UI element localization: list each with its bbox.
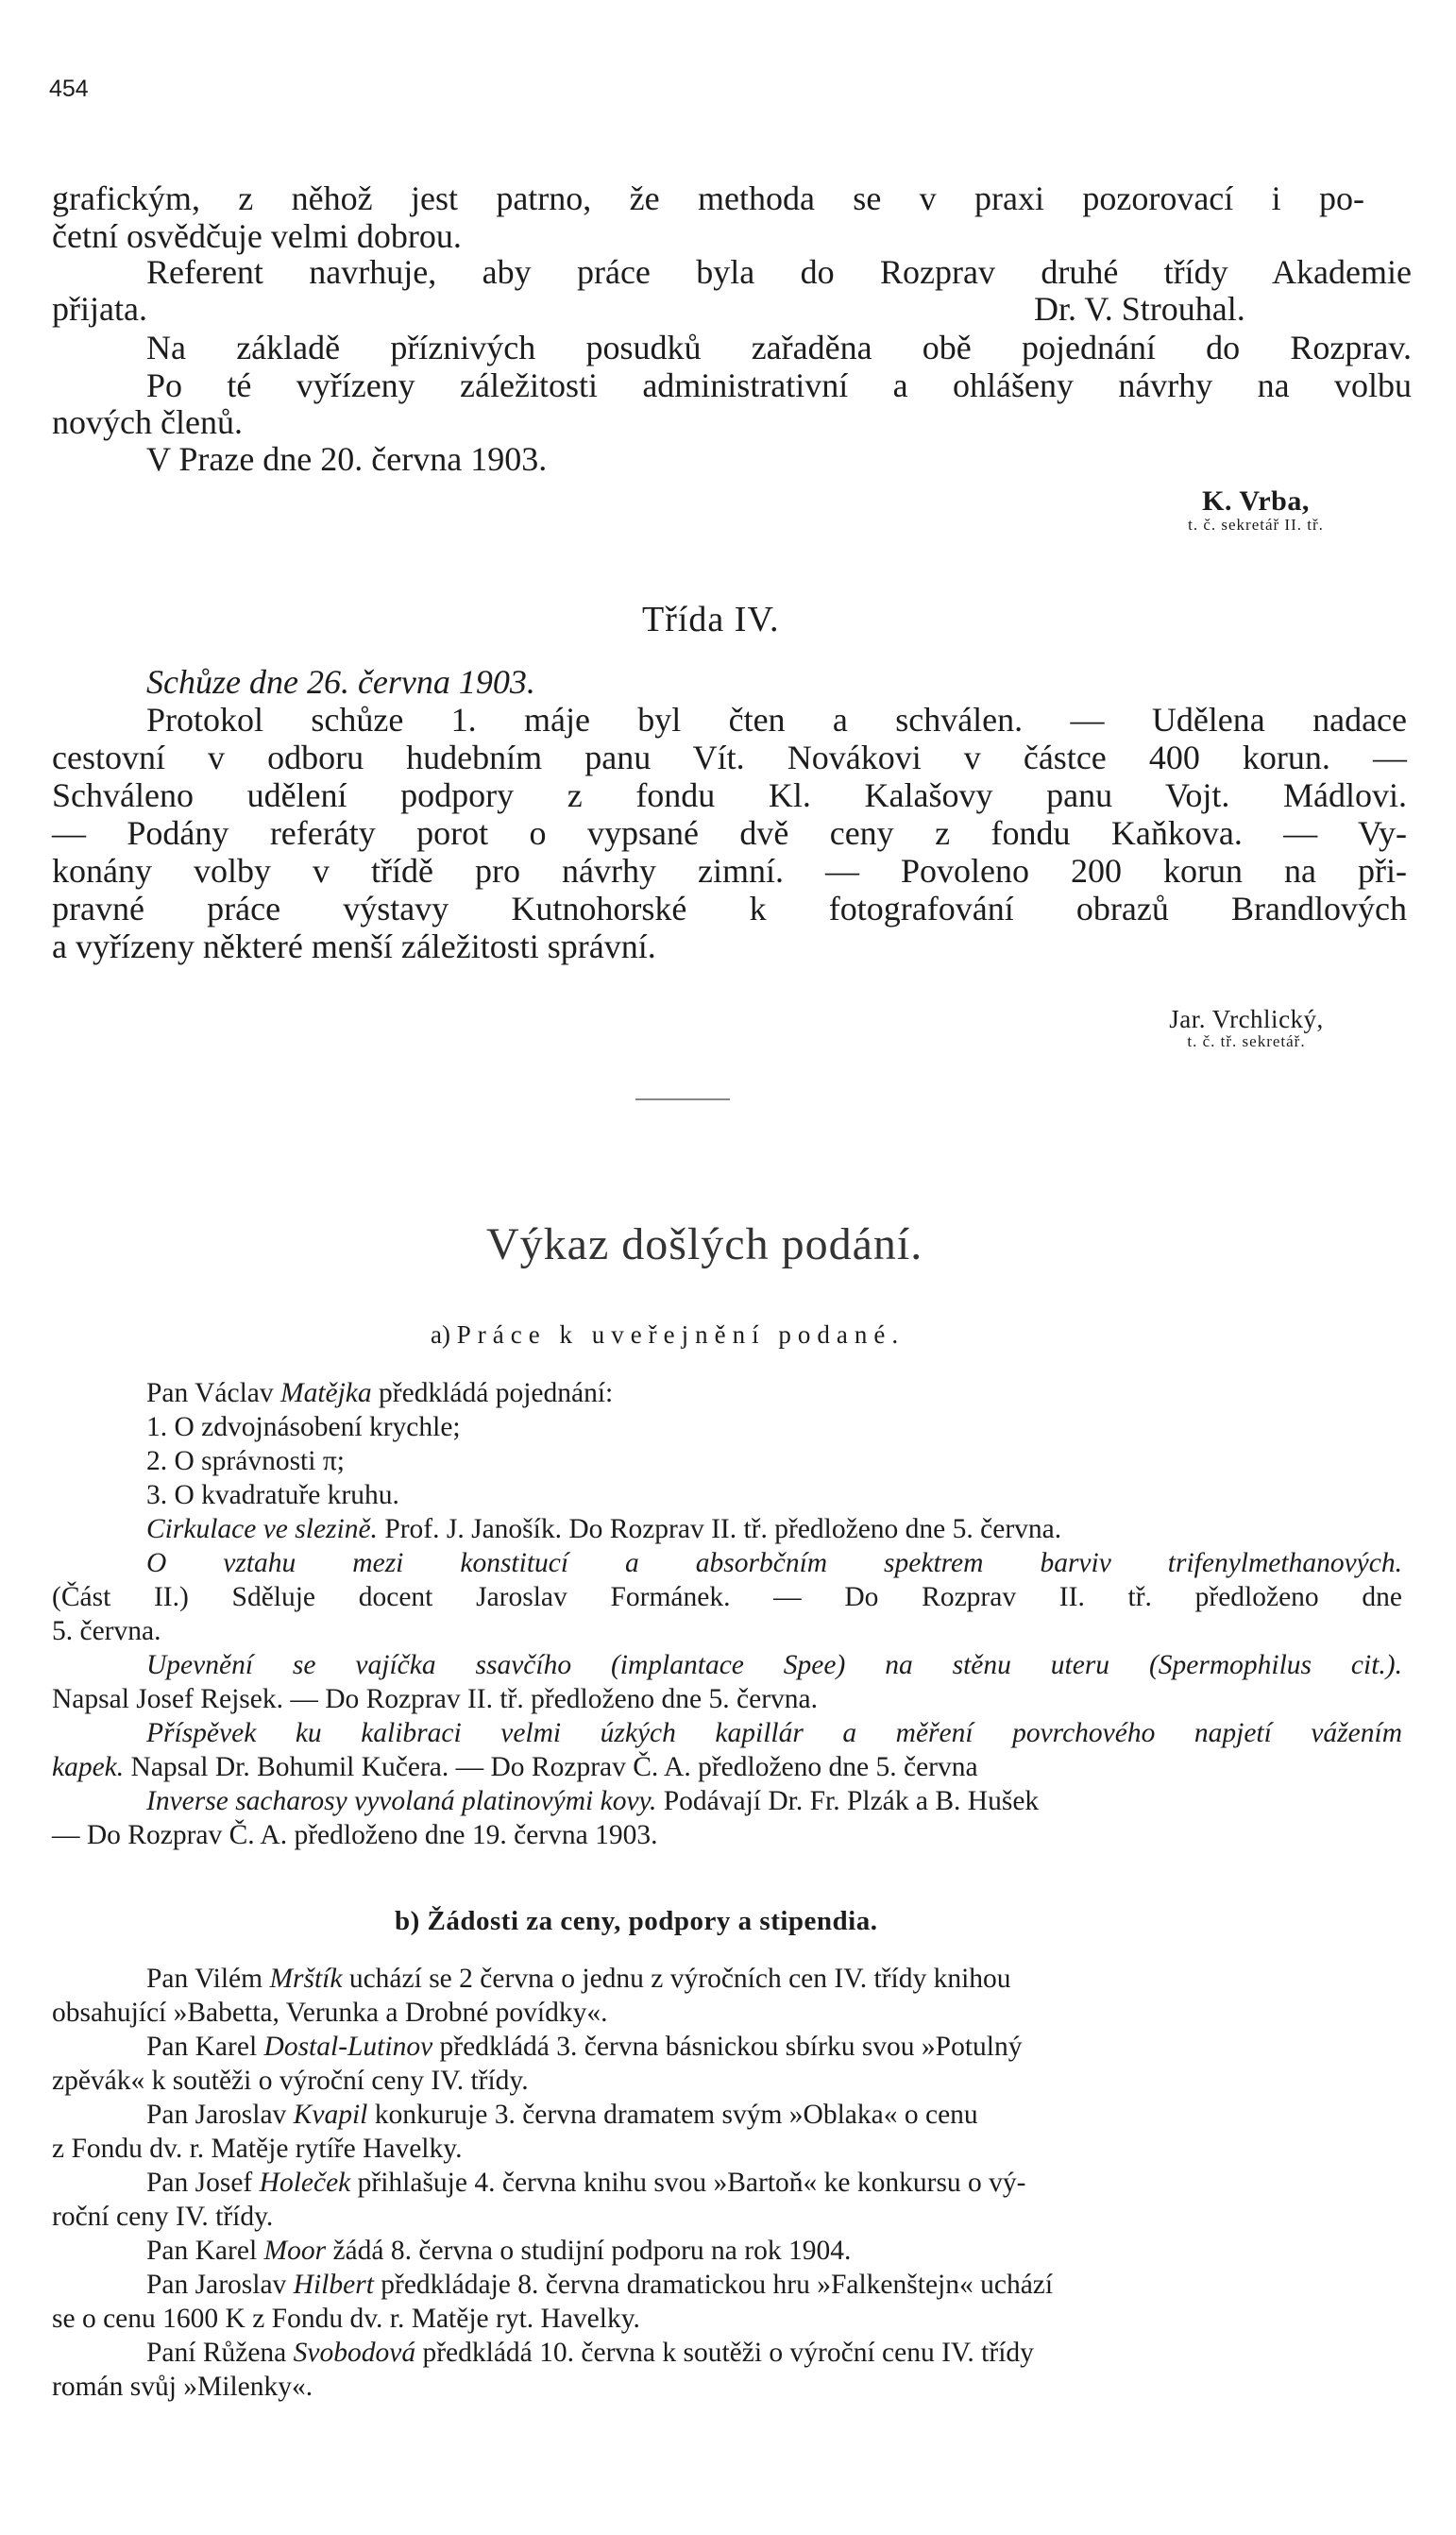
applicant-name: Hilbert bbox=[293, 2270, 374, 2300]
text-line: Schváleno udělení podpory z fondu Kl. Kalašovy panu Vojt. Mádlovi. bbox=[52, 776, 1407, 814]
text-line: Napsal Josef Rejsek. — Do Rozprav II. tř. předloženo dne 5. června. bbox=[52, 1684, 818, 1714]
text-line bbox=[146, 1513, 1456, 1545]
signatory-role: t. č. tř. sekretář. bbox=[1187, 1032, 1306, 1050]
paper-title: O vztahu mezi konstitucí a absorbčním spektrem barviv trifenylmethanových. bbox=[146, 1548, 1402, 1578]
text-line bbox=[146, 2337, 1456, 2369]
text-line bbox=[146, 1963, 1456, 1995]
applicant-title: Pan Karel bbox=[146, 2032, 258, 2062]
applicant-title: Pan Josef bbox=[146, 2168, 253, 2198]
text-line: zpěvák« k soutěži o výroční ceny IV. třídy. bbox=[52, 2066, 529, 2096]
text-line: a vyřízeny některé menší záležitosti správní. bbox=[52, 927, 656, 965]
request-details: předkládá 10. června k soutěži o výroční cenu IV. třídy bbox=[422, 2338, 1034, 2368]
paper-details: Napsal Dr. Bohumil Kučera. — Do Rozprav Č. A. předloženo dne 5. června bbox=[130, 1752, 978, 1782]
applicant-name: Holeček bbox=[259, 2168, 351, 2198]
paper-title: Příspěvek ku kalibraci velmi úzkých kapillár a měření povrchového napjetí vážením bbox=[146, 1718, 1402, 1748]
intro-text: předkládá pojednání: bbox=[379, 1378, 614, 1408]
text-line bbox=[146, 2167, 1456, 2199]
text-line: Po té vyřízeny záležitosti administrativní a ohlášeny návrhy na volbu bbox=[146, 366, 1412, 404]
report-title: Výkaz došlých podání. bbox=[486, 1219, 923, 1269]
applicant-name: Dostal-Lutinov bbox=[263, 2032, 433, 2062]
applicant-title: Pan Karel bbox=[146, 2236, 258, 2266]
referee-signature-text: Dr. V. Strouhal. bbox=[1034, 290, 1245, 328]
applicant-name: Mrštík bbox=[269, 1964, 343, 1994]
list-item: 3. O kvadratuře kruhu. bbox=[146, 1480, 399, 1510]
request-details: předkládá 3. června básnickou sbírku svou »Potulný bbox=[439, 2032, 1023, 2062]
signatory-name: K. Vrba, bbox=[1202, 485, 1310, 517]
list-item: 1. O zdvojnásobení krychle; bbox=[146, 1412, 461, 1442]
request-details: uchází se 2 června o jednu z výročních cen IV. třídy knihou bbox=[348, 1964, 1011, 1994]
request-details: přihlašuje 4. června knihu svou »Bartoň« ke konkursu o vý- bbox=[357, 2168, 1026, 2198]
text-line: (Část II.) Sděluje docent Jaroslav Formánek. — Do Rozprav II. tř. předloženo dne bbox=[52, 1582, 1402, 1612]
text-line: — Podány referáty porot o vypsané dvě ceny z fondu Kaňkova. — Vy- bbox=[52, 814, 1407, 852]
paper-title: Cirkulace ve slezině. bbox=[146, 1514, 378, 1544]
text-line: obsahující »Babetta, Verunka a Drobné povídky«. bbox=[52, 1998, 608, 2028]
text-line bbox=[146, 1785, 1456, 1817]
page-number: 454 bbox=[49, 76, 89, 102]
text-line: Protokol schůze 1. máje byl čten a schválen. — Udělena nadace bbox=[146, 701, 1407, 739]
text-line bbox=[146, 2235, 1456, 2267]
text-line bbox=[146, 2099, 1456, 2131]
signatory-name: Jar. Vrchlický, bbox=[1169, 1005, 1324, 1033]
text-line: konány volby v třídě pro návrhy zimní. — Povoleno 200 korun na při- bbox=[52, 852, 1407, 890]
request-details: předkládaje 8. června dramatickou hru »Falkenštejn« uchází bbox=[381, 2270, 1054, 2300]
section-b-heading: b) Žádosti za ceny, podpory a stipendia. bbox=[395, 1906, 878, 1936]
applicant-title: Pan Jaroslav bbox=[146, 2270, 287, 2300]
paper-title: Upevnění se vajíčka ssavčího (implantace Spee) na stěnu uteru (Spermophilus cit.). bbox=[146, 1650, 1402, 1680]
signature-block bbox=[1095, 1005, 1397, 1051]
text-line: četní osvědčuje velmi dobrou. bbox=[52, 217, 462, 255]
referee-signature bbox=[1034, 290, 1412, 328]
applicant-name: Kvapil bbox=[293, 2100, 368, 2130]
section-heading: Třída IV. bbox=[642, 600, 780, 639]
text-line: roční ceny IV. třídy. bbox=[52, 2202, 274, 2232]
text-line: — Do Rozprav Č. A. předloženo dne 19. června 1903. bbox=[52, 1820, 658, 1850]
text-line: se o cenu 1600 K z Fondu dv. r. Matěje ryt. Havelky. bbox=[52, 2304, 640, 2334]
applicant-title: Pan Vilém bbox=[146, 1964, 263, 1994]
session-title: Schůze dne 26. června 1903. bbox=[146, 663, 535, 701]
text-line: román svůj »Milenky«. bbox=[52, 2372, 313, 2402]
applicant-name: Moor bbox=[263, 2236, 327, 2266]
request-details: konkuruje 3. června dramatem svým »Oblaka« o cenu bbox=[374, 2100, 978, 2130]
applicant-title: Pan Jaroslav bbox=[146, 2100, 287, 2130]
list-item: 2. O správnosti π; bbox=[146, 1446, 345, 1476]
signatory-role: t. č. sekretář II. tř. bbox=[1188, 516, 1324, 534]
request-details: žádá 8. června o studijní podporu na rok 1904. bbox=[332, 2236, 852, 2266]
applicant-title: Paní Růžena bbox=[146, 2338, 287, 2368]
text-line bbox=[146, 2031, 1456, 2063]
author-name: Matějka bbox=[280, 1378, 372, 1408]
text-line: z Fondu dv. r. Matěje rytíře Havelky. bbox=[52, 2134, 463, 2164]
text-line: Na základě příznivých posudků zařaděna obě pojednání do Rozprav. bbox=[146, 329, 1412, 366]
intro-text: Pan Václav bbox=[146, 1378, 274, 1408]
paper-details: Prof. J. Janošík. Do Rozprav II. tř. předloženo dne 5. června. bbox=[384, 1514, 1062, 1544]
text-line: pravné práce výstavy Kutnohorské k fotografování obrazů Brandlových bbox=[52, 890, 1407, 927]
section-a-heading bbox=[431, 1320, 905, 1350]
paper-title: kapek. bbox=[52, 1752, 125, 1782]
date-line: V Praze dne 20. června 1903. bbox=[146, 440, 548, 478]
text-line bbox=[52, 1751, 1395, 1783]
paper-title: Inverse sacharosy vyvolaná platinovými kovy. bbox=[146, 1786, 657, 1816]
text-line: přijata. bbox=[52, 290, 147, 328]
text-line bbox=[146, 1377, 1456, 1409]
signature-block bbox=[1114, 485, 1397, 535]
applicant-name: Svobodová bbox=[293, 2338, 416, 2368]
text-line: Referent navrhuje, aby práce byla do Rozprav druhé třídy Akademie bbox=[146, 253, 1412, 291]
text-line bbox=[146, 2269, 1456, 2301]
text-line: nových členů. bbox=[52, 403, 243, 441]
paper-details: Podávají Dr. Fr. Plzák a B. Hušek bbox=[663, 1786, 1040, 1816]
text-line: grafickým, z něhož jest patrno, že methoda se v praxi pozorovací i po- bbox=[52, 179, 1364, 217]
separator-rule bbox=[635, 1098, 730, 1100]
section-a-prefix: a) bbox=[431, 1320, 450, 1349]
section-a-title: Práce k uveřejnění podané. bbox=[456, 1320, 906, 1349]
text-line: cestovní v odboru hudebním panu Vít. Novákovi v částce 400 korun. — bbox=[52, 739, 1407, 776]
text-line: 5. června. bbox=[52, 1616, 161, 1646]
